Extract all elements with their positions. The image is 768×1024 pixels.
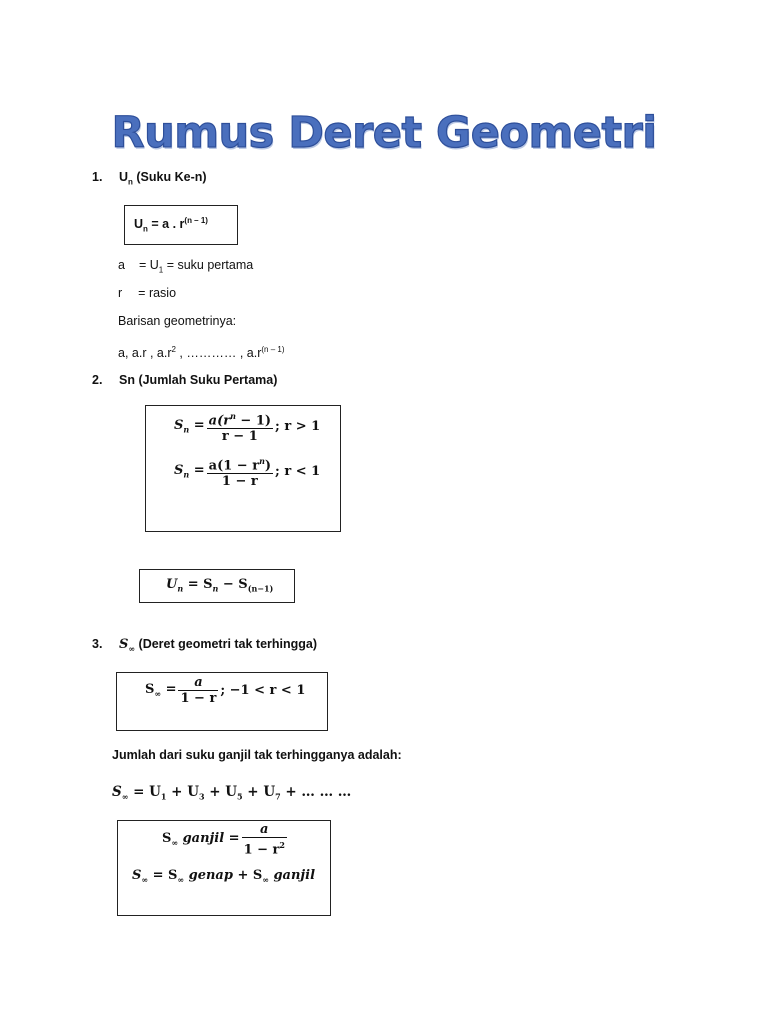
formula-sn-r-greater: $S_n$ = $\frac{a(r^n - 1)}{r - 1}$ ; r > 1 [174, 411, 321, 445]
barisan-label: Barisan geometrinya: [118, 314, 237, 328]
formula-s-inf-ganjil: $S_\infty$ ganjil = $\frac{a}{1 - r^2}$ [162, 822, 285, 858]
formula-box-ganjil [117, 820, 331, 916]
series-s-infinity: $S_\infty = U_1 + U_3 + U_5 + U_7$ + … … … [112, 784, 352, 802]
formula-box-sn [145, 405, 341, 532]
section-2-heading: Sn (Jumlah Suku Pertama) [119, 373, 278, 387]
section-3-number: 3. [92, 637, 103, 651]
formula-box-s-inf [116, 672, 328, 731]
formula-un-from-sn: $U_n = S_n - S_{(n-1)}$ [166, 577, 274, 594]
formula-sn-r-less: $S_n$ = $\frac{a(1 - r^n)}{1 - r}$ ; r < 1 [174, 456, 321, 490]
page-title: Rumus Deret Geometri [111, 108, 657, 158]
formula-box-un-sn [139, 569, 295, 603]
section-2-number: 2. [92, 373, 103, 387]
formula-un: $U_n = a$ . $r^{(n - 1)}$ [134, 216, 208, 234]
def-a: $a = U_1$ = suku pertama [118, 258, 254, 275]
formula-s-infinity: $S_\infty$ = $\frac{a}{1 - r}$ ; −1 < r < 1 [145, 675, 306, 706]
formula-box-un [124, 205, 238, 245]
section-1-heading: $U_n$ (Suku Ke-n) [119, 170, 207, 187]
def-r: r = rasio [118, 286, 177, 300]
section-1-number: 1. [92, 170, 103, 184]
formula-s-inf-genap-ganjil: $S_\infty = S_\infty$ genap + $S_\infty$ ganjil [132, 868, 316, 885]
barisan-sequence: a, a.r , $a.r^2$ , ………… , $a.r^{(n - 1)}$ [118, 345, 285, 361]
ganjil-label: Jumlah dari suku ganjil tak terhingganya adalah: [112, 748, 402, 762]
section-3-heading: $S_\infty$ (Deret geometri tak terhingga) [119, 637, 318, 654]
